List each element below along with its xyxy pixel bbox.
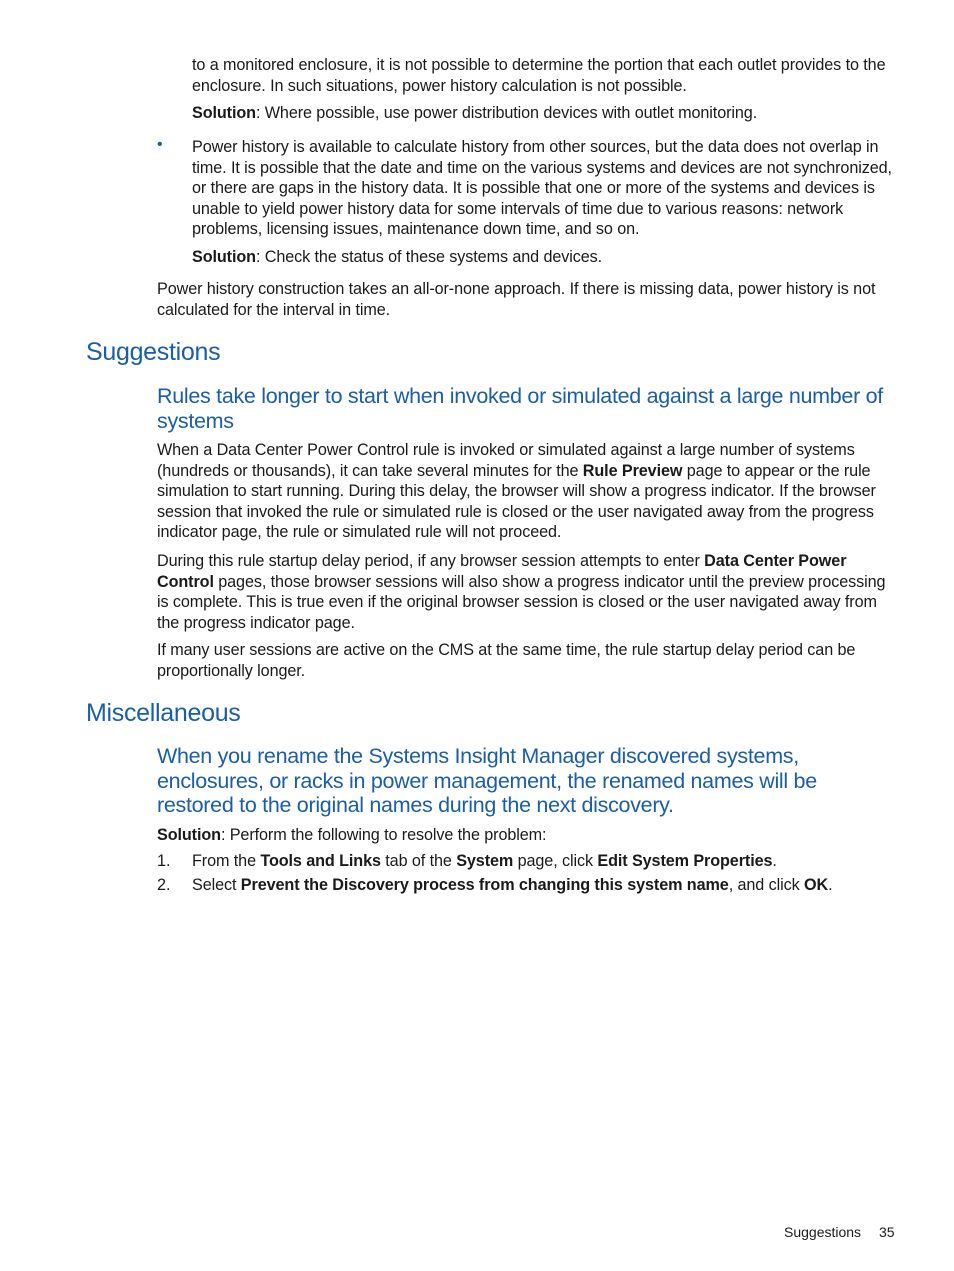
solution-label: Solution — [192, 104, 256, 122]
bullet-icon: • — [157, 136, 163, 153]
subsection-heading-rules: Rules take longer to start when invoked or simulated against a large number of systems — [157, 384, 883, 433]
step-1: From the Tools and Links tab of the System page, click Edit System Properties. — [192, 852, 777, 870]
step-number-1: 1. — [157, 852, 171, 870]
step-2: Select Prevent the Discovery process from changing this system name, and click OK. — [192, 876, 833, 894]
step-number-2: 2. — [157, 876, 171, 894]
continuation-paragraph: to a monitored enclosure, it is not possible to determine the portion that each outlet provides to the enclosure. In such situations, power history calculation is not possible. — [192, 56, 886, 95]
suggestions-paragraph-3: If many user sessions are active on the CMS at the same time, the rule startup delay period can be proportionally longer. — [157, 641, 856, 680]
section-heading-suggestions: Suggestions — [86, 338, 221, 366]
solution-note-1: Solution: Where possible, use power distribution devices with outlet monitoring. — [192, 104, 758, 122]
suggestions-paragraph-1: When a Data Center Power Control rule is invoked or simulated against a large number of systems (hundreds or thousands), it can take several minutes for the Rule Preview page to appear or the rule simulation to start running. During this delay, the browser will show a progress indicator. If the browser session that invoked the rule or simulated rule is closed or the user navigated away from the progress indicator page, the rule or simulated rule will not proceed. — [157, 441, 876, 542]
section-heading-miscellaneous: Miscellaneous — [86, 699, 241, 727]
bullet-paragraph: Power history is available to calculate history from other sources, but the data does not overlap in time. It is possible that the date and time on the various systems and devices are not synchronized, or there are gaps in the history data. It is possible that one or more of the systems and devices is unable to yield power history data for some intervals of time due to various reasons: network problems, licensing issues, maintenance down time, and so on. — [192, 138, 892, 239]
misc-solution: Solution: Perform the following to resolve the problem: — [157, 826, 547, 844]
footer-page-number: 35 — [879, 1224, 895, 1240]
solution-note-2: Solution: Check the status of these systems and devices. — [192, 248, 603, 266]
footer-section-name: Suggestions — [784, 1224, 862, 1240]
suggestions-paragraph-2: During this rule startup delay period, if any browser session attempts to enter Data Center Power Control pages, those browser sessions will also show a progress indicator until the preview processing is complete. This is true even if the original browser session is closed or the user navigated away from the progress indicator page. — [157, 552, 886, 632]
subsection-heading-rename: When you rename the Systems Insight Manager discovered systems, enclosures, or racks in power management, the renamed names will be restored to the original names during the next discovery. — [157, 744, 817, 817]
solution-label: Solution — [157, 826, 221, 844]
solution-label: Solution — [192, 248, 256, 266]
closing-paragraph: Power history construction takes an all-or-none approach. If there is missing data, power history is not calculated for the interval in time. — [157, 280, 876, 319]
